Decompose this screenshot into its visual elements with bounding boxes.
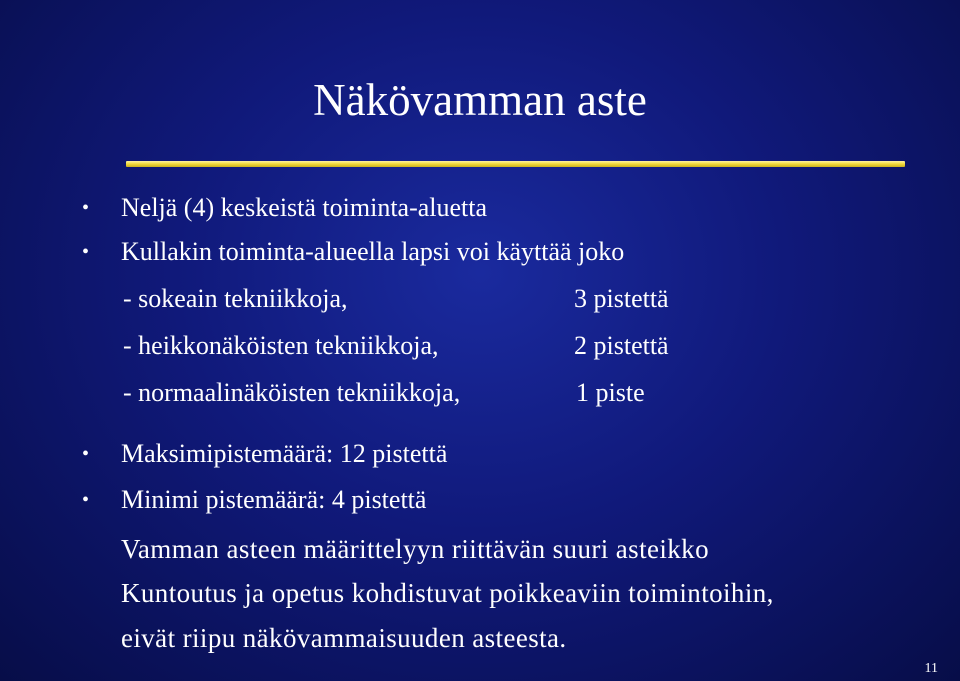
statement: Vamman asteen määrittelyyn riittävän suuri asteikko: [121, 534, 709, 564]
bullet-icon: •: [82, 241, 90, 263]
bullet-item: Maksimipistemäärä: 12 pistettä: [121, 439, 448, 468]
statement: eivät riipu näkövammaisuuden asteesta.: [121, 623, 567, 653]
slide-title-text: Näkövamman aste: [313, 75, 647, 125]
bullet-icon: •: [82, 197, 90, 219]
bullet-item: Kullakin toiminta-alueella lapsi voi käyttää joko: [121, 237, 625, 266]
bullet-icon: •: [82, 443, 90, 465]
page-number: 11: [924, 661, 938, 676]
slide-title: [0, 72, 960, 128]
bullet-item: Minimi pistemäärä: 4 pistettä: [121, 485, 427, 514]
sub-item-points: 3 pistettä: [574, 284, 669, 313]
bullet-item: Neljä (4) keskeistä toiminta-aluetta: [121, 193, 488, 222]
title-divider: [126, 161, 905, 167]
sub-item: - sokeain tekniikkoja,: [123, 284, 348, 313]
bullet-icon: •: [82, 489, 90, 511]
sub-item-points: 1 piste: [576, 378, 645, 407]
sub-item: - normaalinäköisten tekniikkoja,: [123, 378, 461, 407]
sub-item-points: 2 pistettä: [574, 331, 669, 360]
sub-item: - heikkonäköisten tekniikkoja,: [123, 331, 439, 360]
statement: Kuntoutus ja opetus kohdistuvat poikkeaviin toimintoihin,: [121, 578, 774, 608]
